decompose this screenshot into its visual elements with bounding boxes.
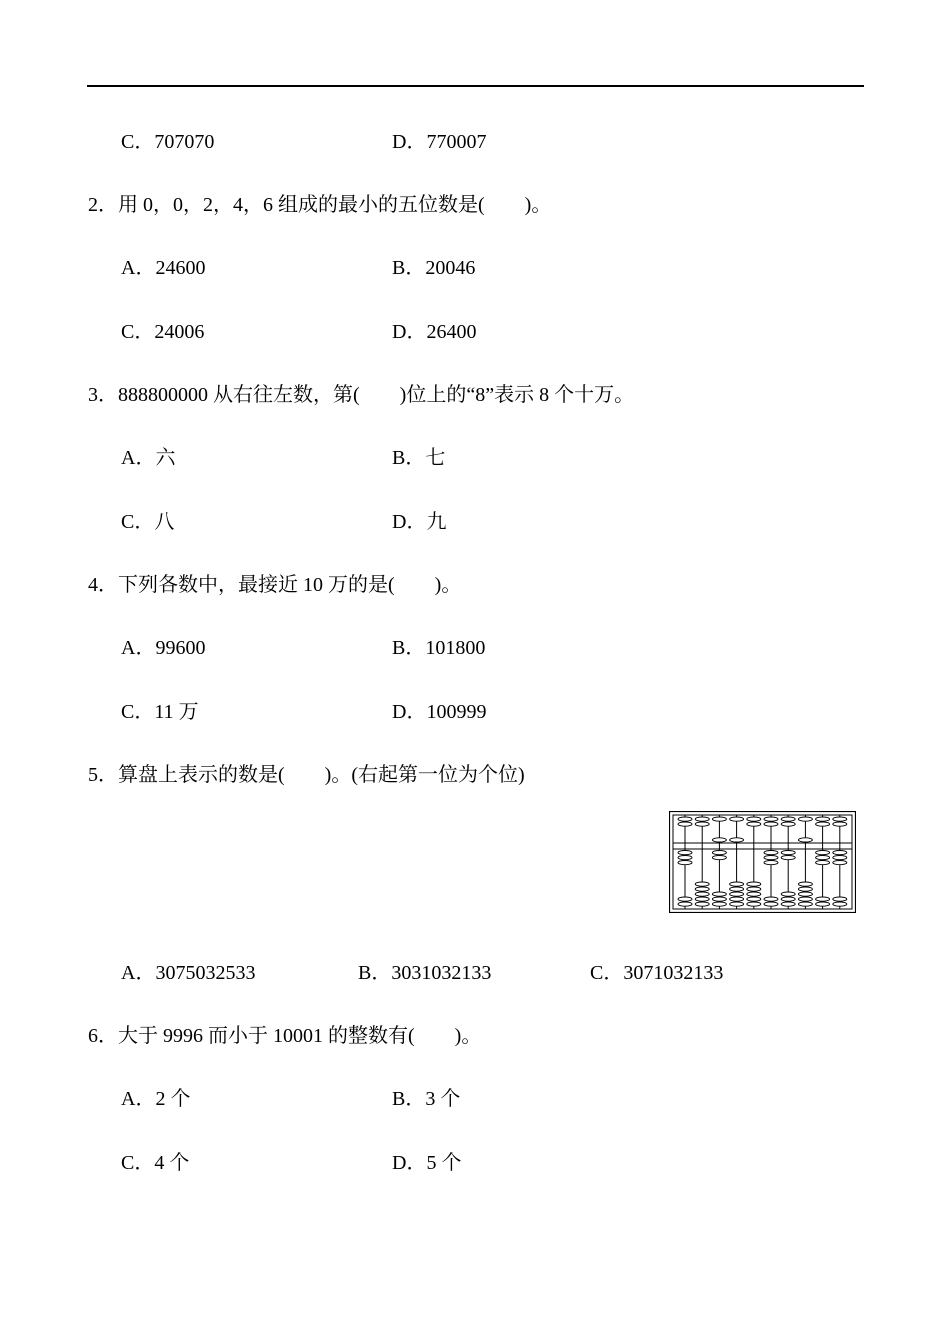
abacus-bead — [781, 817, 795, 821]
abacus-bead — [816, 897, 830, 901]
abacus-bead — [781, 897, 795, 901]
q3-option-c: C．八 — [121, 511, 175, 533]
q6-option-a: A．2 个 — [121, 1088, 191, 1110]
abacus-bead — [695, 892, 709, 896]
abacus-bead — [730, 897, 744, 901]
q4-option-b: B．101800 — [392, 637, 486, 659]
abacus-bead — [712, 856, 726, 860]
abacus-bead — [747, 882, 761, 886]
abacus-bead — [695, 822, 709, 826]
q4-option-d: D．100999 — [392, 701, 487, 723]
q2-option-d: D．26400 — [392, 321, 477, 343]
abacus-bead — [678, 856, 692, 860]
abacus-bead — [764, 817, 778, 821]
abacus-bead — [798, 817, 812, 821]
q4-option-c: C．11 万 — [121, 701, 199, 723]
abacus-beam — [673, 843, 852, 849]
abacus-bead — [833, 856, 847, 860]
abacus-bead — [730, 887, 744, 891]
abacus-bead — [678, 861, 692, 865]
q2-option-b: B．20046 — [392, 257, 476, 279]
abacus-bead — [712, 892, 726, 896]
abacus-bead — [747, 822, 761, 826]
abacus-bead — [730, 902, 744, 906]
q4-option-a: A．99600 — [121, 637, 206, 659]
abacus-bead — [816, 822, 830, 826]
header-rule — [87, 85, 864, 87]
abacus-bead — [816, 851, 830, 855]
abacus-bead — [764, 856, 778, 860]
abacus-bead — [747, 892, 761, 896]
abacus-bead — [764, 897, 778, 901]
abacus-bead — [798, 897, 812, 901]
q3-option-b: B．七 — [392, 447, 446, 469]
q3-option-a: A．六 — [121, 447, 176, 469]
abacus-bead — [798, 838, 812, 842]
abacus-bead — [695, 902, 709, 906]
abacus-bead — [678, 817, 692, 821]
q6-option-c: C．4 个 — [121, 1152, 190, 1174]
abacus-bead — [678, 851, 692, 855]
abacus-bead — [695, 887, 709, 891]
q6-option-d: D．5 个 — [392, 1152, 462, 1174]
abacus-bead — [798, 882, 812, 886]
abacus-bead — [798, 892, 812, 896]
q2-option-a: A．24600 — [121, 257, 206, 279]
abacus-bead — [712, 838, 726, 842]
q6-stem: 6．大于 9996 而小于 10001 的整数有( )。 — [88, 1025, 482, 1047]
abacus-image — [669, 811, 856, 913]
q6-option-b: B．3 个 — [392, 1088, 461, 1110]
abacus-bead — [747, 902, 761, 906]
abacus-bead — [730, 817, 744, 821]
q5-option-a: A．3075032533 — [121, 962, 256, 984]
abacus-bead — [730, 838, 744, 842]
abacus-bead — [798, 887, 812, 891]
abacus-bead — [764, 822, 778, 826]
abacus-bead — [781, 856, 795, 860]
abacus-bead — [764, 851, 778, 855]
abacus-bead — [781, 851, 795, 855]
abacus-bead — [695, 897, 709, 901]
q4-stem: 4．下列各数中，最接近 10 万的是( )。 — [88, 574, 462, 596]
abacus-bead — [764, 902, 778, 906]
abacus-bead — [798, 902, 812, 906]
abacus-bead — [678, 902, 692, 906]
q2-option-c: C．24006 — [121, 321, 205, 343]
abacus-bead — [712, 902, 726, 906]
q3-stem: 3．888800000 从右往左数，第( )位上的“8”表示 8 个十万。 — [88, 384, 635, 406]
q5-option-c: C．3071032133 — [590, 962, 724, 984]
abacus-bead — [730, 892, 744, 896]
abacus-bead — [833, 822, 847, 826]
abacus-bead — [833, 851, 847, 855]
q5-option-b: B．3031032133 — [358, 962, 492, 984]
abacus-bead — [712, 897, 726, 901]
abacus-bead — [764, 861, 778, 865]
abacus-bead — [730, 882, 744, 886]
abacus-bead — [816, 861, 830, 865]
abacus-bead — [781, 902, 795, 906]
abacus-bead — [695, 882, 709, 886]
abacus-bead — [816, 856, 830, 860]
abacus-bead — [781, 892, 795, 896]
abacus-bead — [781, 822, 795, 826]
abacus-bead — [816, 817, 830, 821]
abacus-bead — [695, 817, 709, 821]
abacus-bead — [712, 817, 726, 821]
abacus-bead — [833, 817, 847, 821]
abacus-bead — [747, 817, 761, 821]
abacus-bead — [833, 897, 847, 901]
abacus-bead — [833, 861, 847, 865]
abacus-bead — [833, 902, 847, 906]
abacus-bead — [712, 851, 726, 855]
q1-option-d: D．770007 — [392, 131, 487, 153]
q5-stem: 5．算盘上表示的数是( )。(右起第一位为个位) — [88, 764, 525, 786]
abacus-bead — [678, 822, 692, 826]
abacus-bead — [678, 897, 692, 901]
abacus-bead — [747, 897, 761, 901]
abacus-bead — [816, 902, 830, 906]
abacus-bead — [747, 887, 761, 891]
q1-option-c: C．707070 — [121, 131, 215, 153]
q3-option-d: D．九 — [392, 511, 447, 533]
q2-stem: 2．用 0，0，2，4，6 组成的最小的五位数是( )。 — [88, 194, 552, 216]
